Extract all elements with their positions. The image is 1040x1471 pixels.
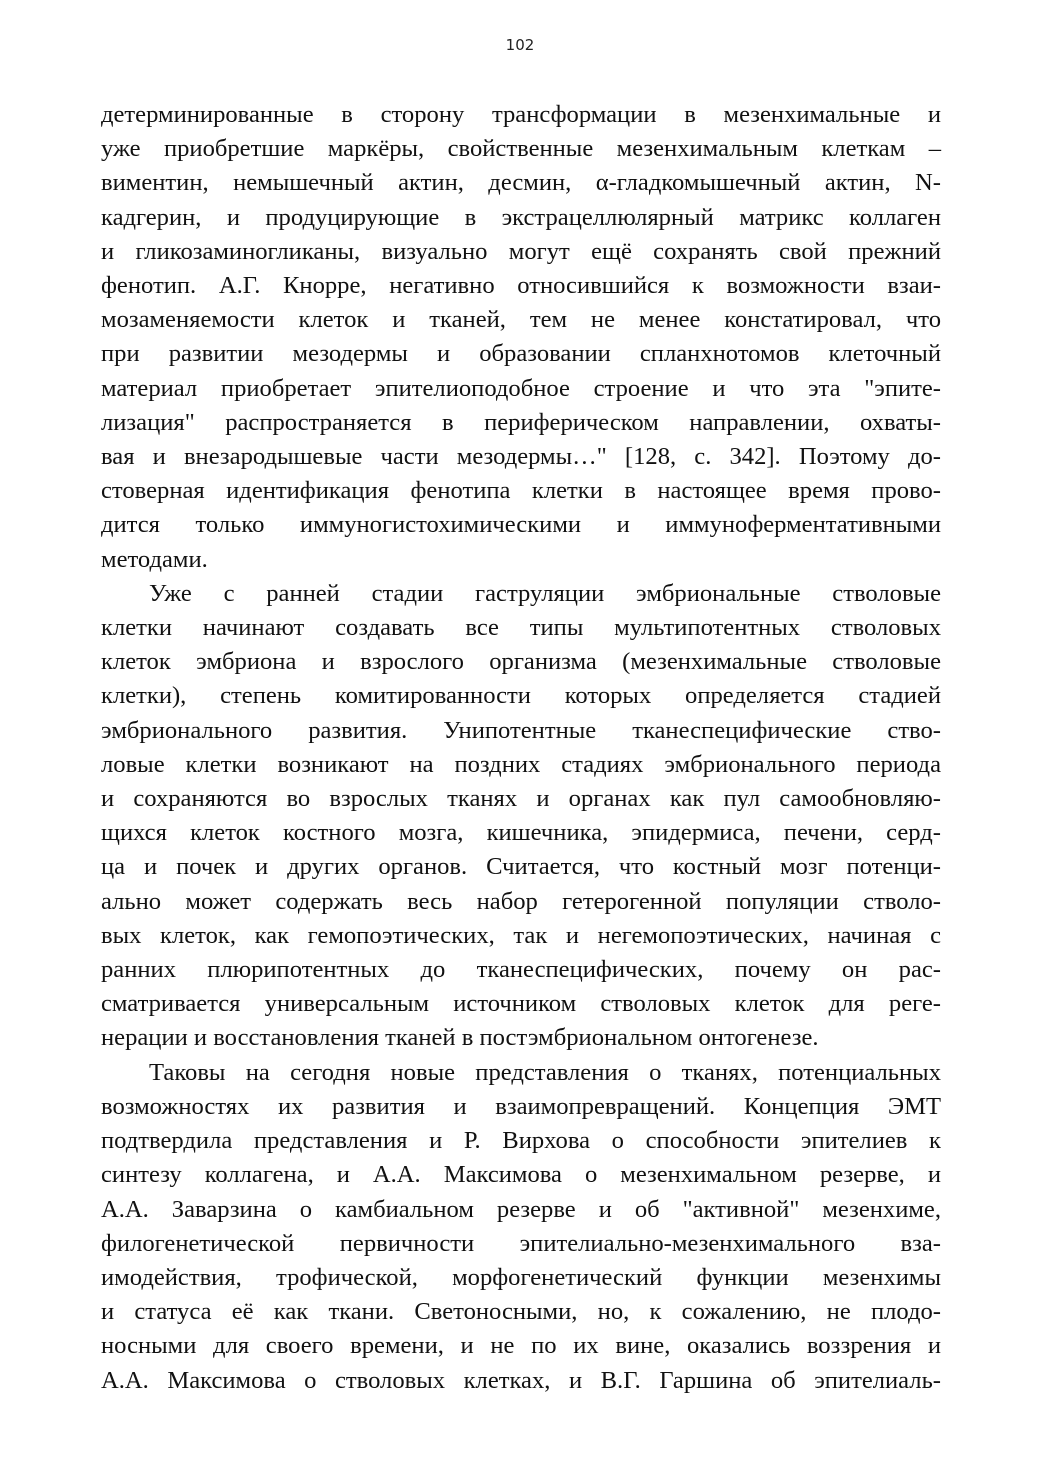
text-line: А.А. Заварзина о камбиальном резерве и об "активной" мезенхиме, xyxy=(101,1195,941,1223)
text-line: эмбрионального развития. Унипотентные тканеспецифические ство- xyxy=(101,716,941,744)
text-line: детерминированные в сторону трансформации в мезенхимальные и xyxy=(101,101,941,128)
text-line: уже приобретшие маркёры, свойственные мезенхимальным клеткам – xyxy=(101,135,941,163)
text-line: клеток эмбриона и взрослого организма (мезенхимальные стволовые xyxy=(101,648,941,676)
page-number: 102 xyxy=(505,36,535,54)
text-line: клетки начинают создавать все типы мультипотентных стволовых xyxy=(101,614,941,642)
text-line: мозаменяемости клеток и тканей, тем не менее констатировал, что xyxy=(101,306,941,334)
text-line: вая и внезародышевые части мезодермы…" [128, с. 342]. Поэтому до- xyxy=(101,443,941,471)
text-line: и статуса её как ткани. Светоносными, но, к сожалению, не плодо- xyxy=(101,1298,941,1326)
text-line: синтезу коллагена, и А.А. Максимова о мезенхимальном резерве, и xyxy=(101,1161,941,1189)
text-line: подтвердила представления и Р. Вирхова о способности эпителиев к xyxy=(101,1127,941,1155)
text-line: щихся клеток костного мозга, кишечника, эпидермиса, печени, серд- xyxy=(101,819,941,847)
text-line: и сохраняются во взрослых тканях и органах как пул самообновляю- xyxy=(101,785,941,813)
text-line: дится только иммуногистохимическими и иммуноферментативными xyxy=(101,511,941,539)
paragraph xyxy=(101,577,941,1056)
text-line: нерации и восстановления тканей в постэмбриональном онтогенезе. xyxy=(101,1024,819,1052)
paragraph xyxy=(101,98,941,577)
text-line: клетки), степень комитированности которых определяется стадией xyxy=(101,682,941,710)
text-line: возможностях их развития и взаимопревращений. Концепция ЭМТ xyxy=(101,1092,941,1120)
body-text xyxy=(101,98,941,1398)
text-line: лизация" распространяется в периферическом направлении, охваты- xyxy=(101,408,941,436)
text-line: кадгерин, и продуцирующие в экстрацеллюлярный матрикс коллаген xyxy=(101,203,941,231)
text-line: ца и почек и других органов. Считается, что костный мозг потенци- xyxy=(101,853,941,881)
text-line: фенотип. А.Г. Кнорре, негативно относившийся к возможности взаи- xyxy=(101,272,941,300)
text-line: ально может содержать весь набор гетерогенной популяции стволо- xyxy=(101,887,941,915)
text-line: филогенетической первичности эпителиально-мезенхимального вза- xyxy=(101,1229,941,1257)
text-line: и гликозаминогликаны, визуально могут ещё сохранять свой прежний xyxy=(101,237,941,265)
text-line: ранних плюрипотентных до тканеспецифических, почему он рас- xyxy=(101,956,941,984)
text-line: стоверная идентификация фенотипа клетки в настоящее время прово- xyxy=(101,477,941,505)
text-line: при развитии мезодермы и образовании спланхнотомов клеточный xyxy=(101,340,941,368)
text-line: Таковы на сегодня новые представления о тканях, потенциальных xyxy=(149,1058,941,1086)
text-line: материал приобретает эпителиоподобное строение и что эта "эпите- xyxy=(101,374,941,402)
text-line: носными для своего времени, и не по их вине, оказались воззрения и xyxy=(101,1332,941,1360)
text-line: вимeнтин, немышечный актин, десмин, α-гладкомышечный актин, N- xyxy=(101,169,941,197)
paragraph xyxy=(101,1056,941,1398)
text-line: вых клеток, как гемопоэтических, так и негемопоэтических, начиная с xyxy=(101,921,941,949)
text-line: методами. xyxy=(101,545,208,573)
text-line: ловые клетки возникают на поздних стадиях эмбрионального периода xyxy=(101,750,941,778)
text-line: имодействия, трофической, морфогенетический функции мезенхимы xyxy=(101,1263,941,1291)
text-line: Уже с ранней стадии гаструляции эмбриональные стволовые xyxy=(149,579,941,607)
text-line: А.А. Максимова о стволовых клетках, и В.Г. Гаршина об эпителиаль- xyxy=(101,1366,941,1394)
text-line: сматривается универсальным источником стволовых клеток для реге- xyxy=(101,990,941,1018)
